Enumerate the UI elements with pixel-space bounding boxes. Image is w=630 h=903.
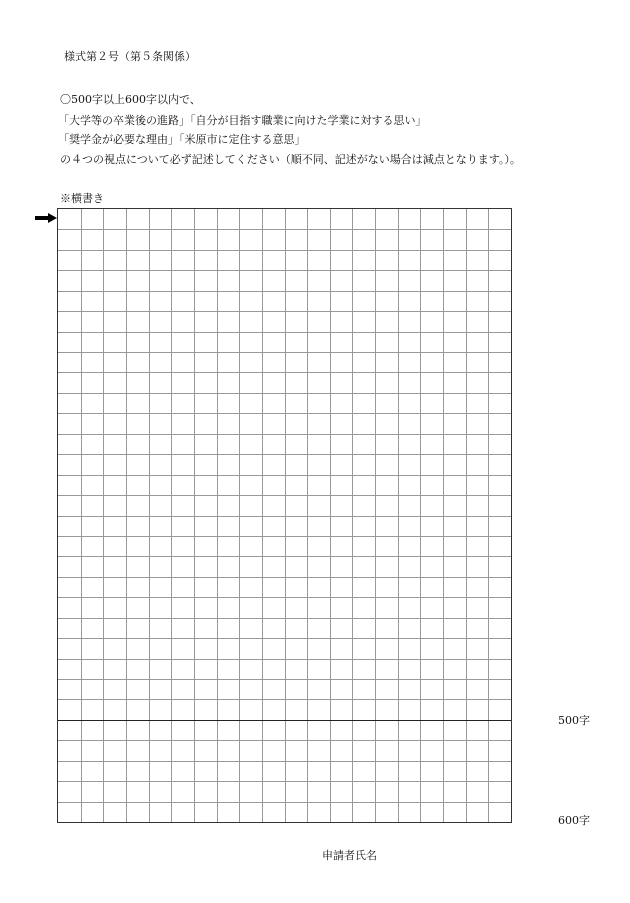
grid-row-line: [58, 659, 511, 660]
grid-row-line: [58, 740, 511, 741]
grid-row-line: [58, 597, 511, 598]
600-chars-marker: 600字: [558, 814, 590, 827]
grid-row-line: [58, 270, 511, 271]
grid-row-line: [58, 495, 511, 496]
grid-row-line: [58, 516, 511, 517]
grid-row-line: [58, 556, 511, 557]
grid-row-line: [58, 802, 511, 803]
instruction-line-4: の４つの視点について必ず記述してください（順不同、記述がない場合は減点となります。）。: [60, 153, 521, 166]
grid-row-line: [58, 679, 511, 680]
grid-row-line: [58, 434, 511, 435]
grid-row-line: [58, 393, 511, 394]
grid-row-line: [58, 372, 511, 373]
grid-row-line: [58, 250, 511, 251]
instruction-line-2: 「大学等の卒業後の進路」「自分が目指す職業に向けた学業に対する思い」: [58, 114, 427, 127]
grid-row-line: [58, 536, 511, 537]
grid-row-line: [58, 475, 511, 476]
instruction-line-1: 〇500字以上600字以内で、: [60, 93, 201, 106]
grid-row-line: [58, 781, 511, 782]
grid-row-line: [58, 229, 511, 230]
grid-500-boundary-line: [58, 720, 511, 721]
grid-row-line: [58, 413, 511, 414]
form-title: 様式第２号（第５条関係）: [64, 50, 196, 63]
grid-row-line: [58, 761, 511, 762]
grid-row-line: [58, 291, 511, 292]
grid-row-line: [58, 332, 511, 333]
manuscript-grid[interactable]: [57, 208, 512, 823]
500-chars-marker: 500字: [558, 714, 590, 727]
grid-row-line: [58, 618, 511, 619]
applicant-name-label: 申請者氏名: [322, 849, 377, 862]
horizontal-writing-note: ※横書き: [60, 192, 104, 205]
grid-row-line: [58, 311, 511, 312]
grid-row-line: [58, 454, 511, 455]
grid-row-line: [58, 577, 511, 578]
grid-row-line: [58, 638, 511, 639]
right-arrow-icon: [35, 213, 57, 223]
instruction-line-3: 「奨学金が必要な理由」「米原市に定住する意思」: [58, 133, 306, 146]
grid-row-line: [58, 699, 511, 700]
grid-row-line: [58, 352, 511, 353]
